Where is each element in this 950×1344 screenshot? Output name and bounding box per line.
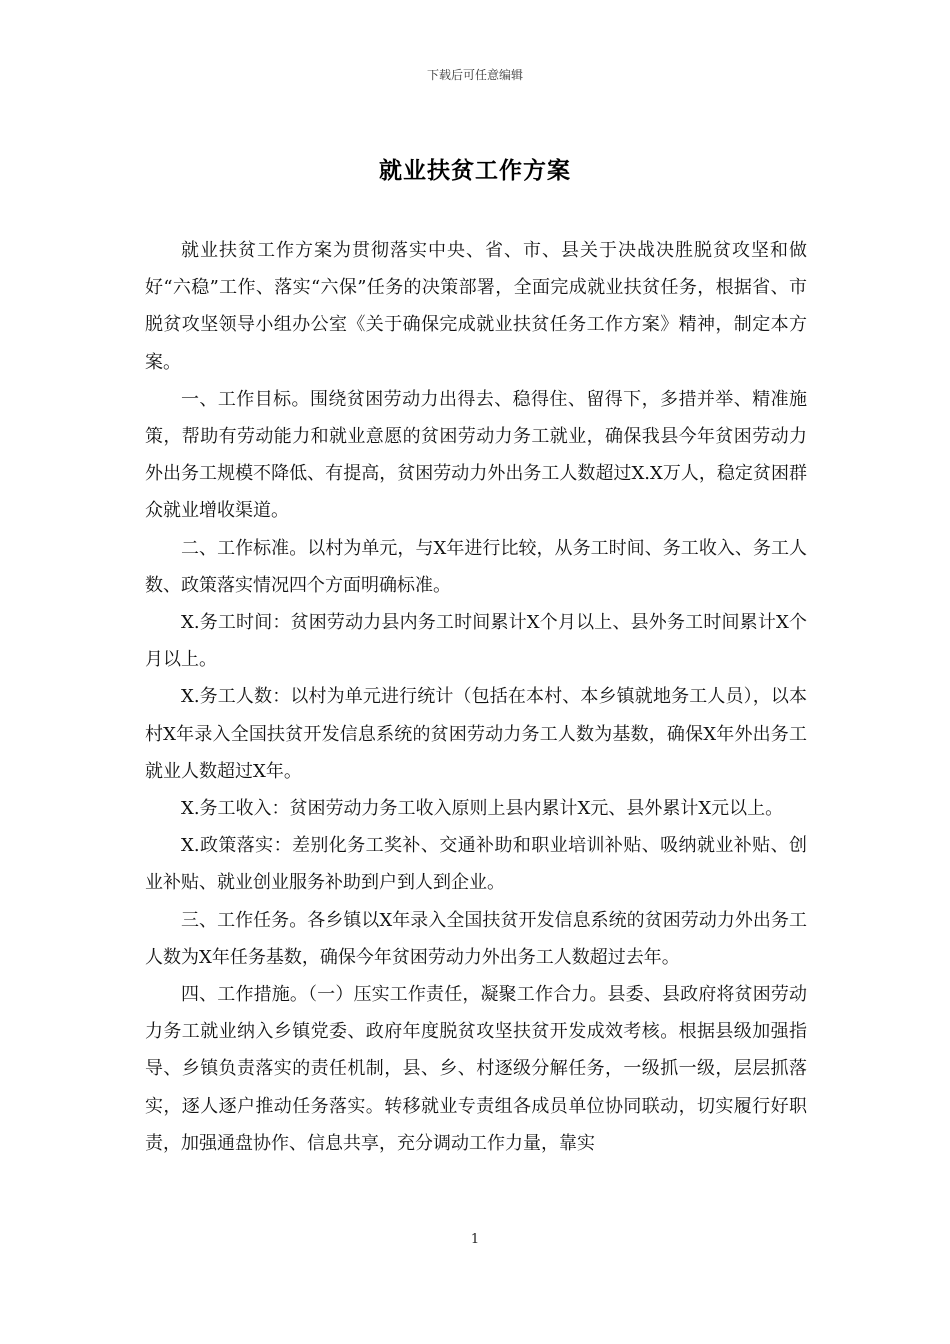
paragraph-work-standard: 二、工作标准。以村为单元，与X年进行比较，从务工时间、务工收入、务工人数、政策落实情况四个方面明确标准。: [145, 537, 807, 596]
header-note: 下载后可任意编辑: [426, 68, 523, 82]
paragraph-work-measures: 四、工作措施。（一）压实工作责任，凝聚工作合力。县委、县政府将贫困劳动力务工就业纳入乡镇党委、政府年度脱贫攻坚扶贫开发成效考核。根据县级加强指导、乡镇负责落实的责任机制，县、乡、村逐级分解任务，一级抓一级，层层抓落实，逐人逐户推动任务落实。转移就业专责组各成员单位协同联动，切实履行好职责，加强通盘协作、信息共享，充分调动工作力量，靠实: [145, 984, 807, 1154]
document-title: 就业扶贫工作方案: [379, 158, 571, 184]
paragraph-intro: 就业扶贫工作方案为贯彻落实中央、省、市、县关于决战决胜脱贫攻坚和做好“六稳”工作、落实“六保”任务的决策部署，全面完成就业扶贫任务，根据省、市脱贫攻坚领导小组办公室《关于确保完成就业扶贫任务工作方案》精神，制定本方案。: [145, 240, 807, 373]
paragraph-work-income: X.务工收入：贫困劳动力务工收入原则上县内累计X元、县外累计X元以上。: [181, 798, 784, 820]
document-body: [145, 232, 807, 1162]
paragraph-policy: X.政策落实：差别化务工奖补、交通补助和职业培训补贴、吸纳就业补贴、创业补贴、就业创业服务补助到户到人到企业。: [145, 835, 807, 894]
paragraph-work-count: X.务工人数：以村为单元进行统计（包括在本村、本乡镇就地务工人员），以本村X年录入全国扶贫开发信息系统的贫困劳动力务工人数为基数，确保X年外出务工就业人数超过X年。: [145, 686, 807, 782]
paragraph-work-goal: 一、工作目标。围绕贫困劳动力出得去、稳得住、留得下，多措并举、精准施策，帮助有劳动能力和就业意愿的贫困劳动力务工就业，确保我县今年贫困劳动力外出务工规模不降低、有提高，贫困劳动力外出务工人数超过X.X万人，稳定贫困群众就业增收渠道。: [145, 388, 807, 522]
paragraph-work-task: 三、工作任务。各乡镇以X年录入全国扶贫开发信息系统的贫困劳动力外出务工人数为X年任务基数，确保今年贫困劳动力外出务工人数超过去年。: [145, 909, 807, 968]
page-number: 1: [470, 1232, 480, 1247]
paragraph-work-time: X.务工时间：贫困劳动力县内务工时间累计X个月以上、县外务工时间累计X个月以上。: [145, 612, 807, 671]
